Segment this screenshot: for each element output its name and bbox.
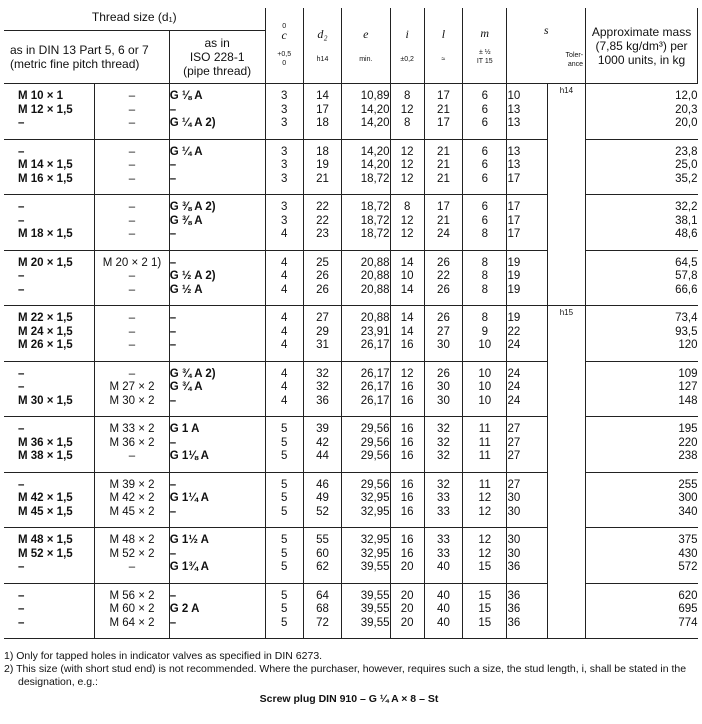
col-d2-header: d₂ h14 [303, 8, 341, 84]
cell-c2: – – – [95, 306, 170, 362]
cell-c1: M 10 × 1 M 12 × 1,5 – [4, 84, 95, 140]
cell-i: 16 16 16 [390, 417, 424, 473]
cell-e: 32,95 32,95 39,55 [342, 528, 390, 584]
cell-m: 8 8 8 [463, 250, 507, 306]
cell-c3: G ¾ A 2) G ¾ A – [169, 361, 265, 417]
cell-c1: – M 36 × 1,5 M 38 × 1,5 [4, 417, 95, 473]
cell-l: 17 21 24 [424, 195, 462, 251]
cell-l: 33 33 40 [424, 528, 462, 584]
cell-c1: – – – [4, 583, 95, 639]
cell-i: 16 16 20 [390, 528, 424, 584]
cell-c2: M 39 × 2 M 42 × 2 M 45 × 2 [95, 472, 170, 528]
col-l-header: l ≈ [424, 8, 462, 84]
cell-d2: 22 22 23 [303, 195, 341, 251]
cell-m: 6 6 8 [463, 195, 507, 251]
cell-e: 10,89 14,20 14,20 [342, 84, 390, 140]
cell-i: 14 10 14 [390, 250, 424, 306]
cell-m: 6 6 6 [463, 84, 507, 140]
cell-s: 19 19 19 [507, 250, 547, 306]
cell-mass: 109 127 148 [586, 361, 698, 417]
table-row-group [4, 139, 698, 195]
cell-c: 3 3 4 [265, 195, 303, 251]
cell-c3: G 1 A – G 1⅛ A [169, 417, 265, 473]
cell-e: 29,56 29,56 29,56 [342, 417, 390, 473]
cell-c1: M 22 × 1,5 M 24 × 1,5 M 26 × 1,5 [4, 306, 95, 362]
table-row-group [4, 417, 698, 473]
cell-c: 3 3 3 [265, 84, 303, 140]
cell-e: 29,56 32,95 32,95 [342, 472, 390, 528]
cell-d2: 27 29 31 [303, 306, 341, 362]
cell-c1: – M 14 × 1,5 M 16 × 1,5 [4, 139, 95, 195]
cell-d2: 64 68 72 [303, 583, 341, 639]
cell-mass: 64,5 57,8 66,6 [586, 250, 698, 306]
cell-l: 26 30 30 [424, 361, 462, 417]
cell-c1: M 48 × 1,5 M 52 × 1,5 – [4, 528, 95, 584]
col-s-header: s Toler- ance [507, 8, 586, 84]
cell-mass: 12,0 20,3 20,0 [586, 84, 698, 140]
cell-c1: – – M 18 × 1,5 [4, 195, 95, 251]
cell-d2: 39 42 44 [303, 417, 341, 473]
cell-i: 8 12 12 [390, 195, 424, 251]
table-row-group [4, 528, 698, 584]
cell-c: 4 4 4 [265, 306, 303, 362]
cell-m: 15 15 15 [463, 583, 507, 639]
cell-m: 12 12 15 [463, 528, 507, 584]
cell-c1: M 20 × 1,5 – – [4, 250, 95, 306]
tolerance-h14: h14 [547, 84, 585, 306]
footnote-2: 2) This size (with short stud end) is not recommended. Where the purchaser, however, requires such a size, the stud length, i, shall be stated in the designation, e.g.: [4, 663, 687, 688]
table-row-group [4, 84, 698, 140]
cell-c1: – – M 30 × 1,5 [4, 361, 95, 417]
cell-l: 26 22 26 [424, 250, 462, 306]
cell-c2: – – – [95, 195, 170, 251]
cell-s: 27 27 27 [507, 417, 547, 473]
cell-mass: 195 220 238 [586, 417, 698, 473]
cell-i: 16 16 16 [390, 472, 424, 528]
cell-c: 5 5 5 [265, 528, 303, 584]
cell-c: 4 4 4 [265, 250, 303, 306]
cell-c: 4 4 4 [265, 361, 303, 417]
cell-c3: G ⅛ A – G ¼ A 2) [169, 84, 265, 140]
cell-c: 5 5 5 [265, 472, 303, 528]
cell-c2: – M 27 × 2 M 30 × 2 [95, 361, 170, 417]
cell-l: 21 21 21 [424, 139, 462, 195]
cell-s: 30 30 36 [507, 528, 547, 584]
cell-c: 5 5 5 [265, 583, 303, 639]
table-row-group [4, 361, 698, 417]
cell-e: 18,72 18,72 18,72 [342, 195, 390, 251]
cell-c3: – G 1¼ A – [169, 472, 265, 528]
cell-c3: – G ½ A 2) G ½ A [169, 250, 265, 306]
cell-m: 10 10 10 [463, 361, 507, 417]
col-i-header: i ±0,2 [390, 8, 424, 84]
col-c-header: 0 c +0,5 0 [265, 8, 303, 84]
cell-c: 3 3 3 [265, 139, 303, 195]
cell-c3: G ⅜ A 2) G ⅜ A – [169, 195, 265, 251]
cell-mass: 375 430 572 [586, 528, 698, 584]
table-row-group [4, 250, 698, 306]
footnotes [4, 650, 694, 706]
table-row-group [4, 195, 698, 251]
mass-header: Approximate mass (7,85 kg/dm³) per 1000 units, in kg [586, 8, 698, 84]
cell-mass: 32,2 38,1 48,6 [586, 195, 698, 251]
cell-c2: M 20 × 2 1) – – [95, 250, 170, 306]
cell-c3: G ¼ A – – [169, 139, 265, 195]
col-e-header: e min. [342, 8, 390, 84]
table-row-group [4, 472, 698, 528]
cell-d2: 32 32 36 [303, 361, 341, 417]
cell-mass: 255 300 340 [586, 472, 698, 528]
cell-e: 20,88 23,91 26,17 [342, 306, 390, 362]
cell-i: 8 12 8 [390, 84, 424, 140]
cell-d2: 46 49 52 [303, 472, 341, 528]
designation-example: Screw plug DIN 910 – G ¼ A × 8 – St [259, 693, 439, 705]
cell-d2: 14 17 18 [303, 84, 341, 140]
table-row-group [4, 583, 698, 639]
cell-d2: 18 19 21 [303, 139, 341, 195]
cell-c2: M 56 × 2 M 60 × 2 M 64 × 2 [95, 583, 170, 639]
iso-header: as in ISO 228-1 (pipe thread) [169, 31, 265, 84]
cell-i: 12 12 12 [390, 139, 424, 195]
cell-c2: M 48 × 2 M 52 × 2 – [95, 528, 170, 584]
cell-s: 10 13 13 [507, 84, 547, 140]
cell-mass: 73,4 93,5 120 [586, 306, 698, 362]
cell-m: 11 11 11 [463, 417, 507, 473]
cell-l: 40 40 40 [424, 583, 462, 639]
cell-c1: – M 42 × 1,5 M 45 × 1,5 [4, 472, 95, 528]
cell-c2: – – – [95, 84, 170, 140]
cell-s: 13 13 17 [507, 139, 547, 195]
cell-d2: 55 60 62 [303, 528, 341, 584]
dimension-table [4, 8, 698, 639]
cell-m: 8 9 10 [463, 306, 507, 362]
cell-c2: – – – [95, 139, 170, 195]
cell-e: 26,17 26,17 26,17 [342, 361, 390, 417]
cell-s: 19 22 24 [507, 306, 547, 362]
cell-e: 14,20 14,20 18,72 [342, 139, 390, 195]
cell-c3: G 1½ A – G 1¾ A [169, 528, 265, 584]
cell-l: 17 21 17 [424, 84, 462, 140]
cell-s: 27 30 30 [507, 472, 547, 528]
cell-c2: M 33 × 2 M 36 × 2 – [95, 417, 170, 473]
table-row-group [4, 306, 698, 362]
cell-s: 24 24 24 [507, 361, 547, 417]
cell-l: 26 27 30 [424, 306, 462, 362]
cell-m: 6 6 6 [463, 139, 507, 195]
cell-c3: – – – [169, 306, 265, 362]
cell-e: 39,55 39,55 39,55 [342, 583, 390, 639]
din13-header: as in DIN 13 Part 5, 6 or 7 (metric fine pitch thread) [4, 31, 169, 84]
cell-l: 32 32 32 [424, 417, 462, 473]
thread-size-header: Thread size (d₁) [4, 8, 265, 31]
cell-i: 14 14 16 [390, 306, 424, 362]
col-m-header: m ± ½ IT 15 [463, 8, 507, 84]
cell-s: 36 36 36 [507, 583, 547, 639]
cell-i: 20 20 20 [390, 583, 424, 639]
cell-c3: – G 2 A – [169, 583, 265, 639]
cell-mass: 23,8 25,0 35,2 [586, 139, 698, 195]
footnote-1: 1) Only for tapped holes in indicator valves as specified in DIN 6273. [4, 650, 323, 662]
cell-d2: 25 26 26 [303, 250, 341, 306]
cell-e: 20,88 20,88 20,88 [342, 250, 390, 306]
cell-mass: 620 695 774 [586, 583, 698, 639]
cell-m: 11 12 12 [463, 472, 507, 528]
cell-s: 17 17 17 [507, 195, 547, 251]
cell-i: 12 16 16 [390, 361, 424, 417]
cell-c: 5 5 5 [265, 417, 303, 473]
cell-l: 32 33 33 [424, 472, 462, 528]
tolerance-h15: h15 [547, 306, 585, 639]
